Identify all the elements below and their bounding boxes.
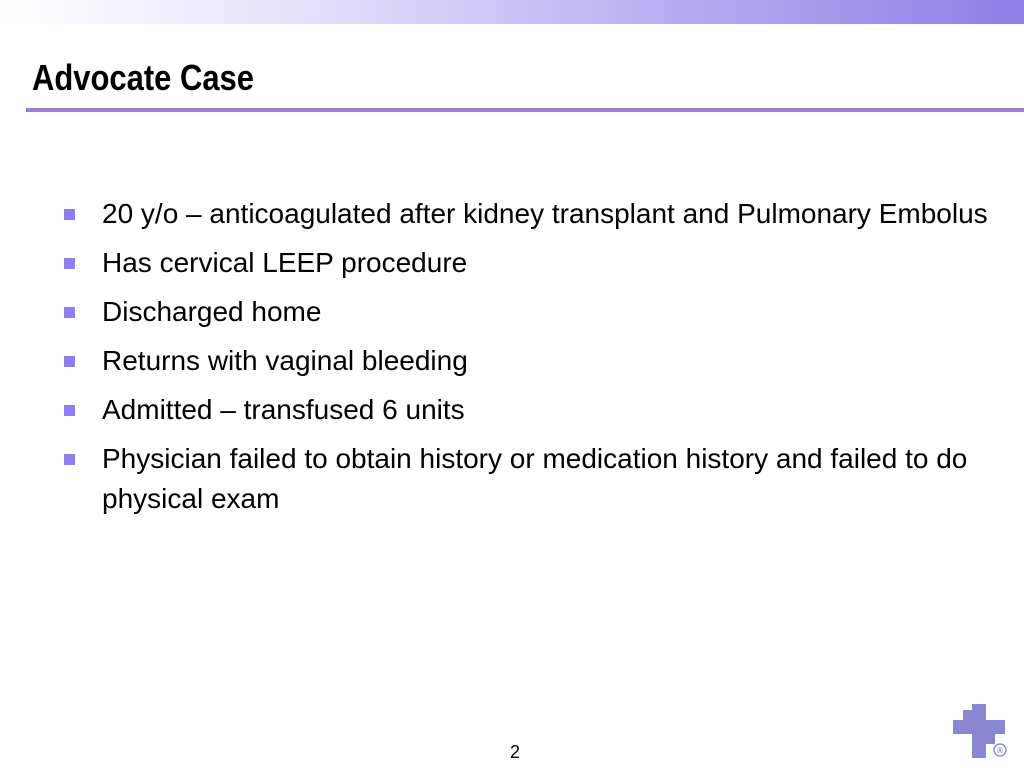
slide-title: Advocate Case bbox=[32, 57, 254, 98]
square-bullet-icon bbox=[64, 356, 75, 367]
registered-mark: ® bbox=[997, 746, 1003, 755]
page-number: 2 bbox=[509, 742, 520, 762]
bullet-text: Admitted – transfused 6 units bbox=[102, 394, 465, 425]
bullet-item bbox=[62, 194, 992, 234]
square-bullet-icon bbox=[64, 405, 75, 416]
bullet-text: Has cervical LEEP procedure bbox=[102, 247, 468, 278]
bullet-item bbox=[62, 439, 992, 519]
top-gradient-band bbox=[0, 0, 1024, 24]
bullet-list bbox=[62, 194, 992, 528]
square-bullet-icon bbox=[64, 258, 75, 269]
bullet-text: Physician failed to obtain history or medication history and failed to do physical exam bbox=[102, 443, 968, 514]
bullet-item bbox=[62, 243, 992, 283]
square-bullet-icon bbox=[64, 307, 75, 318]
square-bullet-icon bbox=[64, 454, 75, 465]
title-underline bbox=[26, 108, 1024, 112]
advocate-cross-logo-icon bbox=[950, 700, 1010, 760]
bullet-item bbox=[62, 341, 992, 381]
bullet-item bbox=[62, 390, 992, 430]
bullet-text: Returns with vaginal bleeding bbox=[102, 345, 468, 376]
bullet-text: 20 y/o – anticoagulated after kidney transplant and Pulmonary Embolus bbox=[102, 198, 988, 229]
square-bullet-icon bbox=[64, 209, 75, 220]
bullet-text: Discharged home bbox=[102, 296, 322, 327]
bullet-item bbox=[62, 292, 992, 332]
